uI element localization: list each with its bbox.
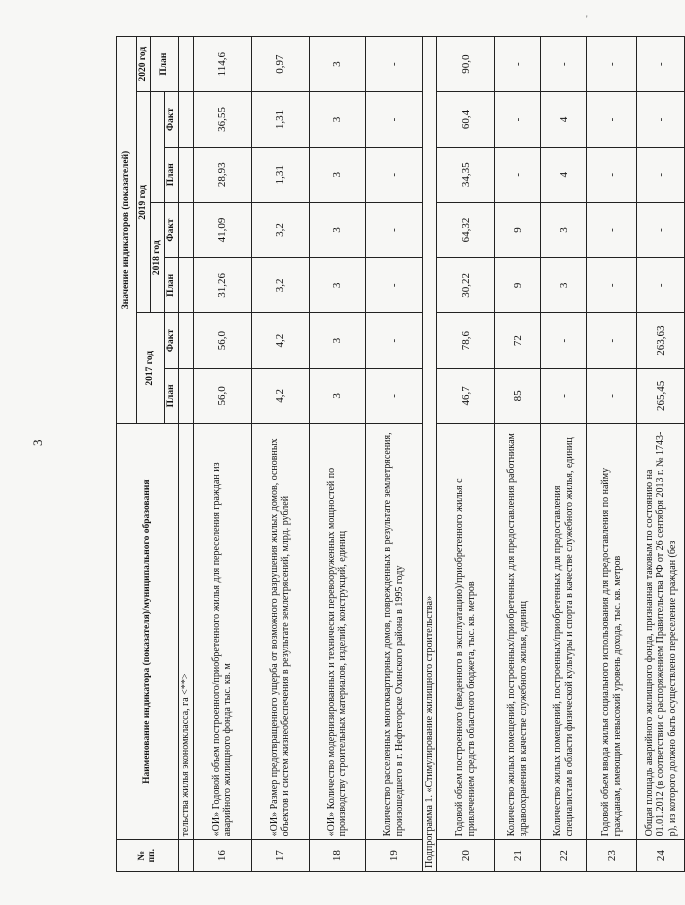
table-row	[251, 37, 309, 872]
value-2018-fact: 9	[495, 202, 541, 257]
value-2017-plan: 4,2	[251, 368, 309, 423]
row-number: 24	[637, 840, 685, 872]
value-2019-plan: -	[365, 147, 422, 202]
value-2018-fact: -	[587, 202, 637, 257]
table-row	[437, 37, 495, 872]
header-year-2017: 2017 год	[137, 313, 165, 424]
header-year-2020: 2020 год	[137, 37, 151, 92]
value-2019-fact: -	[587, 92, 637, 147]
table-row	[495, 37, 541, 872]
table-row	[541, 37, 587, 872]
value-2018-plan: 3	[541, 258, 587, 313]
value-2017-fact: 72	[495, 313, 541, 368]
value-2019-fact: 4	[541, 92, 587, 147]
value-2019-fact: -	[495, 92, 541, 147]
value-2019-plan: -	[495, 147, 541, 202]
header-plan: План	[164, 258, 178, 313]
header-number: № пп.	[117, 840, 179, 872]
value-2018-plan: -	[365, 258, 422, 313]
table-row-continuation	[178, 37, 193, 872]
row-number: 16	[193, 840, 251, 872]
value-2019-plan: 3	[309, 147, 365, 202]
value-2019-plan: 1,31	[251, 147, 309, 202]
value-2017-fact: -	[541, 313, 587, 368]
table-row	[365, 37, 422, 872]
value-2018-fact: -	[637, 202, 685, 257]
value-2017-fact: 56,0	[193, 313, 251, 368]
table-row	[587, 37, 637, 872]
indicator-name: Количество жилых помещений, построенных/приобретенных для предоставления специалистам в области физической культуры и спорта в качестве служебного жилья, единиц	[541, 424, 587, 840]
value-2017-plan: 3	[309, 368, 365, 423]
value-2018-fact: -	[365, 202, 422, 257]
value-2018-plan: -	[587, 258, 637, 313]
row-number: 20	[437, 840, 495, 872]
section-title: Подпрограмма 1. «Стимулирование жилищного строительства»	[422, 37, 437, 872]
value-2017-plan: 56,0	[193, 368, 251, 423]
value-2020-plan: -	[495, 37, 541, 92]
value-2018-fact: 64,32	[437, 202, 495, 257]
value-2020-plan: -	[541, 37, 587, 92]
value-2020-plan: 90,0	[437, 37, 495, 92]
value-2019-plan: -	[637, 147, 685, 202]
value-2017-plan: -	[365, 368, 422, 423]
value-2017-fact: 78,6	[437, 313, 495, 368]
value-2018-fact: 3	[309, 202, 365, 257]
value-2018-plan: 3,2	[251, 258, 309, 313]
value-2019-plan: -	[587, 147, 637, 202]
indicator-name: Общая площадь аварийного жилищного фонда, признанная таковым по состоянию на 01.01.2012 (в соответствии с распоряжением Правительства РФ от 26 сентября 2013 г. № 1743-р), из которого должно быть осуществлено переселение граждан (без	[637, 424, 685, 840]
header-year-2019-sub	[151, 92, 165, 203]
value-2018-plan: -	[637, 258, 685, 313]
value-2017-fact: -	[365, 313, 422, 368]
value-2017-plan: 265,45	[637, 368, 685, 423]
header-plan: План	[164, 368, 178, 423]
row-number: 22	[541, 840, 587, 872]
row-number: 19	[365, 840, 422, 872]
header-indicator-name: Наименование индикатора (показателя)/муниципального образования	[117, 424, 179, 840]
value-2020-plan: -	[637, 37, 685, 92]
value-2019-plan: 34,35	[437, 147, 495, 202]
continuation-text: тельства жилья экономкласса, га <**>	[178, 424, 193, 840]
value-2020-plan: -	[587, 37, 637, 92]
value-2018-fact: 41,09	[193, 202, 251, 257]
header-year-2019: 2019 год	[137, 92, 151, 313]
row-number: 18	[309, 840, 365, 872]
indicator-name: Годовой объем ввода жилья социального использования для предоставления по найму гражданам, имеющим невысокий уровень дохода, тыс. кв. метров	[587, 424, 637, 840]
table-row	[637, 37, 685, 872]
value-2019-fact: 1,31	[251, 92, 309, 147]
value-2020-plan: 3	[309, 37, 365, 92]
table-row	[193, 37, 251, 872]
value-2019-fact: 36,55	[193, 92, 251, 147]
indicator-name: «ОИ» Годовой объем построенного/приобретенного жилья для переселения граждан из аварийного жилищного фонда тыс. кв. м	[193, 424, 251, 840]
page-number: 3	[30, 439, 45, 446]
row-number: 23	[587, 840, 637, 872]
value-2020-plan: 0,97	[251, 37, 309, 92]
indicator-name: Количество расселенных многоквартирных домов, поврежденных в результате землетрясения, произошедшего в г. Нефтегорске Охинского района в 1995 году	[365, 424, 422, 840]
indicator-name: «ОИ» Количество модернизированных и технически перевооруженных мощностей по производству строительных материалов, изделий, конструкций, единиц	[309, 424, 365, 840]
indicator-name: Количество жилых помещений, построенных/приобретенных для предоставления работникам здравоохранения в качестве служебного жилья, единиц	[495, 424, 541, 840]
value-2019-fact: -	[365, 92, 422, 147]
indicator-name: Годовой объем построенного (введенного в эксплуатацию)/приобретенного жилья с привлечением средств областного бюджета, тыс. кв. метров	[437, 424, 495, 840]
value-2018-plan: 9	[495, 258, 541, 313]
value-2017-fact: -	[587, 313, 637, 368]
header-year-2018: 2018 год	[151, 202, 165, 313]
table-row	[309, 37, 365, 872]
value-2017-plan: 85	[495, 368, 541, 423]
header-fact: Факт	[164, 92, 178, 147]
value-2018-plan: 31,26	[193, 258, 251, 313]
indicators-table	[116, 36, 685, 872]
rotated-table-container	[116, 36, 678, 872]
value-2019-plan: 28,93	[193, 147, 251, 202]
value-2018-fact: 3,2	[251, 202, 309, 257]
value-2018-plan: 30,22	[437, 258, 495, 313]
indicator-name: «ОИ» Размер предотвращенного ущерба от возможного разрушения жилых домов, основных объектов и систем жизнеобеспечения в результате землетрясений, млрд. рублей	[251, 424, 309, 840]
value-2019-fact: -	[637, 92, 685, 147]
value-2017-fact: 4,2	[251, 313, 309, 368]
header-plan: План	[164, 147, 178, 202]
header-fact: Факт	[164, 202, 178, 257]
header-indicator-values: Значение индикаторов (показателей)	[117, 37, 137, 424]
stray-mark: '	[586, 14, 588, 24]
header-plan: План	[151, 37, 179, 92]
value-2017-fact: 3	[309, 313, 365, 368]
header-fact: Факт	[164, 313, 178, 368]
value-2018-plan: 3	[309, 258, 365, 313]
value-2020-plan: 114,6	[193, 37, 251, 92]
value-2017-fact: 263,63	[637, 313, 685, 368]
value-2019-plan: 4	[541, 147, 587, 202]
row-number: 17	[251, 840, 309, 872]
value-2020-plan: -	[365, 37, 422, 92]
value-2017-plan: -	[541, 368, 587, 423]
section-row	[422, 37, 437, 872]
value-2017-plan: 46,7	[437, 368, 495, 423]
value-2019-fact: 60,4	[437, 92, 495, 147]
value-2018-fact: 3	[541, 202, 587, 257]
value-2017-plan: -	[587, 368, 637, 423]
row-number: 21	[495, 840, 541, 872]
value-2019-fact: 3	[309, 92, 365, 147]
